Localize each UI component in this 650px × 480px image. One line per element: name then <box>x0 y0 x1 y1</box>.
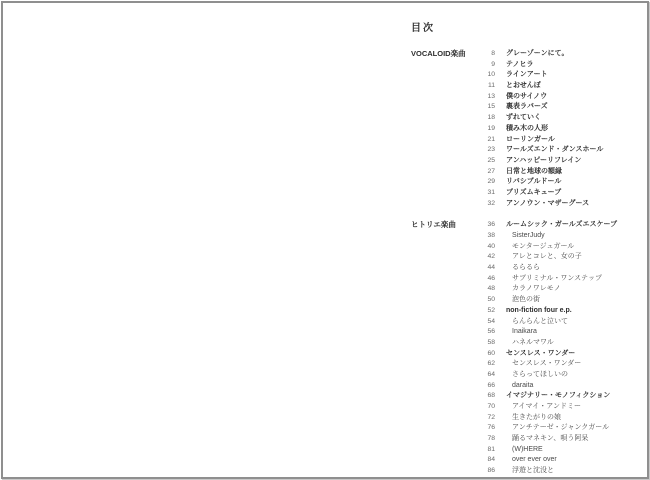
toc-entry <box>481 70 633 81</box>
entry-title: さらってほしいの <box>512 370 568 378</box>
entry-page-number: 81 <box>487 445 495 453</box>
entry-page-number: 78 <box>487 435 495 443</box>
entry-title: ずれていく <box>506 114 541 122</box>
entry-title: SisterJudy <box>512 232 545 239</box>
toc-section <box>408 220 633 477</box>
toc-entry <box>481 359 633 370</box>
entry-page-number: 15 <box>487 103 495 111</box>
entry-page-number: 29 <box>487 178 495 186</box>
entry-title: カラノワレモノ <box>512 285 561 293</box>
toc-entry <box>481 306 633 317</box>
entry-title: over ever over <box>512 456 557 464</box>
section-items <box>481 49 633 209</box>
page-title: 目次 <box>411 23 435 34</box>
entry-title: ルームシック・ガールズエスケープ <box>506 221 618 229</box>
toc-entry <box>481 349 633 360</box>
toc-entry <box>481 49 633 60</box>
entry-title: non-fiction four e.p. <box>506 306 572 314</box>
entry-title: ワールズエンド・ダンスホール <box>506 146 604 154</box>
toc-entry <box>481 167 633 178</box>
toc-entry <box>481 135 633 146</box>
toc-entry <box>481 338 633 349</box>
toc-entry <box>481 370 633 381</box>
entry-page-number: 68 <box>487 392 495 400</box>
toc-entry <box>481 156 633 167</box>
entry-page-number: 11 <box>487 82 495 90</box>
entry-title: 裏表ラバーズ <box>506 103 548 111</box>
toc-entry <box>481 445 633 456</box>
entry-title: 泡色の街 <box>512 296 540 304</box>
toc-entry <box>481 92 633 103</box>
entry-page-number: 64 <box>487 370 495 378</box>
entry-page-number: 40 <box>487 242 495 250</box>
entry-page-number: 31 <box>487 188 495 196</box>
entry-title: アレとコレと、女の子 <box>512 253 582 261</box>
entry-title: ハネルマワル <box>512 338 554 346</box>
entry-page-number: 44 <box>487 264 495 272</box>
entry-title: Inaikara <box>512 328 537 336</box>
entry-page-number: 56 <box>487 328 495 336</box>
entry-title: センスレス・ワンダー <box>512 360 582 368</box>
toc-entry <box>481 252 633 263</box>
entry-title: らんらんと泣いて <box>512 317 568 325</box>
entry-page-number: 13 <box>487 92 495 100</box>
entry-page-number: 66 <box>487 381 495 389</box>
toc-entry <box>481 423 633 434</box>
toc-entry <box>481 327 633 338</box>
entry-title: リバシブルドール <box>506 178 562 186</box>
toc-entry <box>481 284 633 295</box>
entry-page-number: 38 <box>487 232 495 239</box>
entry-title: とおせんぼ <box>506 82 541 90</box>
entry-title: 僕のサイノウ <box>506 92 548 100</box>
toc-entry <box>481 220 633 231</box>
entry-title: アンノウン・マザーグース <box>506 199 590 207</box>
entry-page-number: 25 <box>487 156 495 164</box>
entry-page-number: 72 <box>487 413 495 421</box>
entry-title: daraita <box>512 381 534 389</box>
toc-sections <box>408 49 633 477</box>
toc-entry <box>481 199 633 210</box>
toc-entry <box>481 81 633 92</box>
entry-page-number: 21 <box>487 135 495 143</box>
toc-entry <box>481 188 633 199</box>
toc-entry <box>481 466 633 477</box>
entry-title: 浮遊と沈没と <box>512 467 554 475</box>
book-page <box>1 1 649 479</box>
toc-entry <box>481 455 633 466</box>
entry-page-number: 60 <box>487 349 495 357</box>
entry-page-number: 54 <box>487 317 495 325</box>
entry-page-number: 18 <box>487 114 495 122</box>
entry-page-number: 70 <box>487 403 495 410</box>
entry-title: (W)HERE <box>512 445 543 453</box>
entry-page-number: 52 <box>487 306 495 314</box>
entry-title: ローリンガール <box>506 135 555 143</box>
entry-page-number: 27 <box>487 167 495 175</box>
entry-title: 生きたがりの娘 <box>512 413 561 421</box>
entry-title: サブリミナル・ワンステップ <box>512 274 603 282</box>
section-label: ヒトリエ楽曲 <box>411 220 456 230</box>
entry-title: 積み木の人形 <box>506 124 548 132</box>
entry-page-number: 8 <box>491 50 495 57</box>
toc-entry <box>481 381 633 392</box>
entry-page-number: 84 <box>487 456 495 464</box>
entry-title: アンハッピーリフレイン <box>506 156 582 164</box>
entry-page-number: 9 <box>491 60 495 68</box>
entry-title: センスレス・ワンダー <box>506 349 576 357</box>
toc-entry <box>481 391 633 402</box>
entry-title: 日常と地球の額縁 <box>506 167 562 175</box>
toc-entry <box>481 317 633 328</box>
entry-title: ラインアート <box>506 71 548 79</box>
toc-entry <box>481 60 633 71</box>
entry-page-number: 42 <box>487 253 495 261</box>
toc-entry <box>481 145 633 156</box>
toc-entry <box>481 434 633 445</box>
entry-page-number: 46 <box>487 274 495 282</box>
entry-page-number: 23 <box>487 146 495 154</box>
entry-page-number: 48 <box>487 285 495 293</box>
entry-title: 踊るマネキン、唄う阿呆 <box>512 435 589 443</box>
entry-title: プリズムキューブ <box>506 188 562 196</box>
entry-page-number: 58 <box>487 338 495 346</box>
entry-page-number: 50 <box>487 296 495 304</box>
entry-title: アンチテーゼ・ジャンクガール <box>512 424 610 432</box>
section-items <box>481 220 633 477</box>
toc-entry <box>481 177 633 188</box>
toc-entry <box>481 295 633 306</box>
entry-title: グレーゾーンにて。 <box>506 50 569 57</box>
entry-title: アイマイ・アンドミー <box>512 403 581 410</box>
entry-page-number: 86 <box>487 467 495 475</box>
toc-entry <box>481 274 633 285</box>
toc-entry <box>481 263 633 274</box>
entry-page-number: 36 <box>487 221 495 229</box>
entry-title: モンタージュガール <box>512 242 575 250</box>
entry-title: テノヒラ <box>506 60 534 68</box>
entry-page-number: 32 <box>487 199 495 207</box>
entry-page-number: 62 <box>487 360 495 368</box>
entry-title: イマジナリー・モノフィクション <box>506 392 611 400</box>
toc-section <box>408 49 633 209</box>
section-label: VOCALOID楽曲 <box>411 49 466 58</box>
entry-page-number: 76 <box>487 424 495 432</box>
entry-title: るらるら <box>512 264 540 272</box>
entry-page-number: 10 <box>487 71 495 79</box>
toc-entry <box>481 102 633 113</box>
toc-entry <box>481 124 633 135</box>
toc-entry <box>481 231 633 242</box>
entry-page-number: 19 <box>487 124 495 132</box>
toc-content <box>408 19 633 479</box>
toc-entry <box>481 402 633 413</box>
toc-entry <box>481 413 633 424</box>
toc-entry <box>481 113 633 124</box>
toc-entry <box>481 242 633 253</box>
